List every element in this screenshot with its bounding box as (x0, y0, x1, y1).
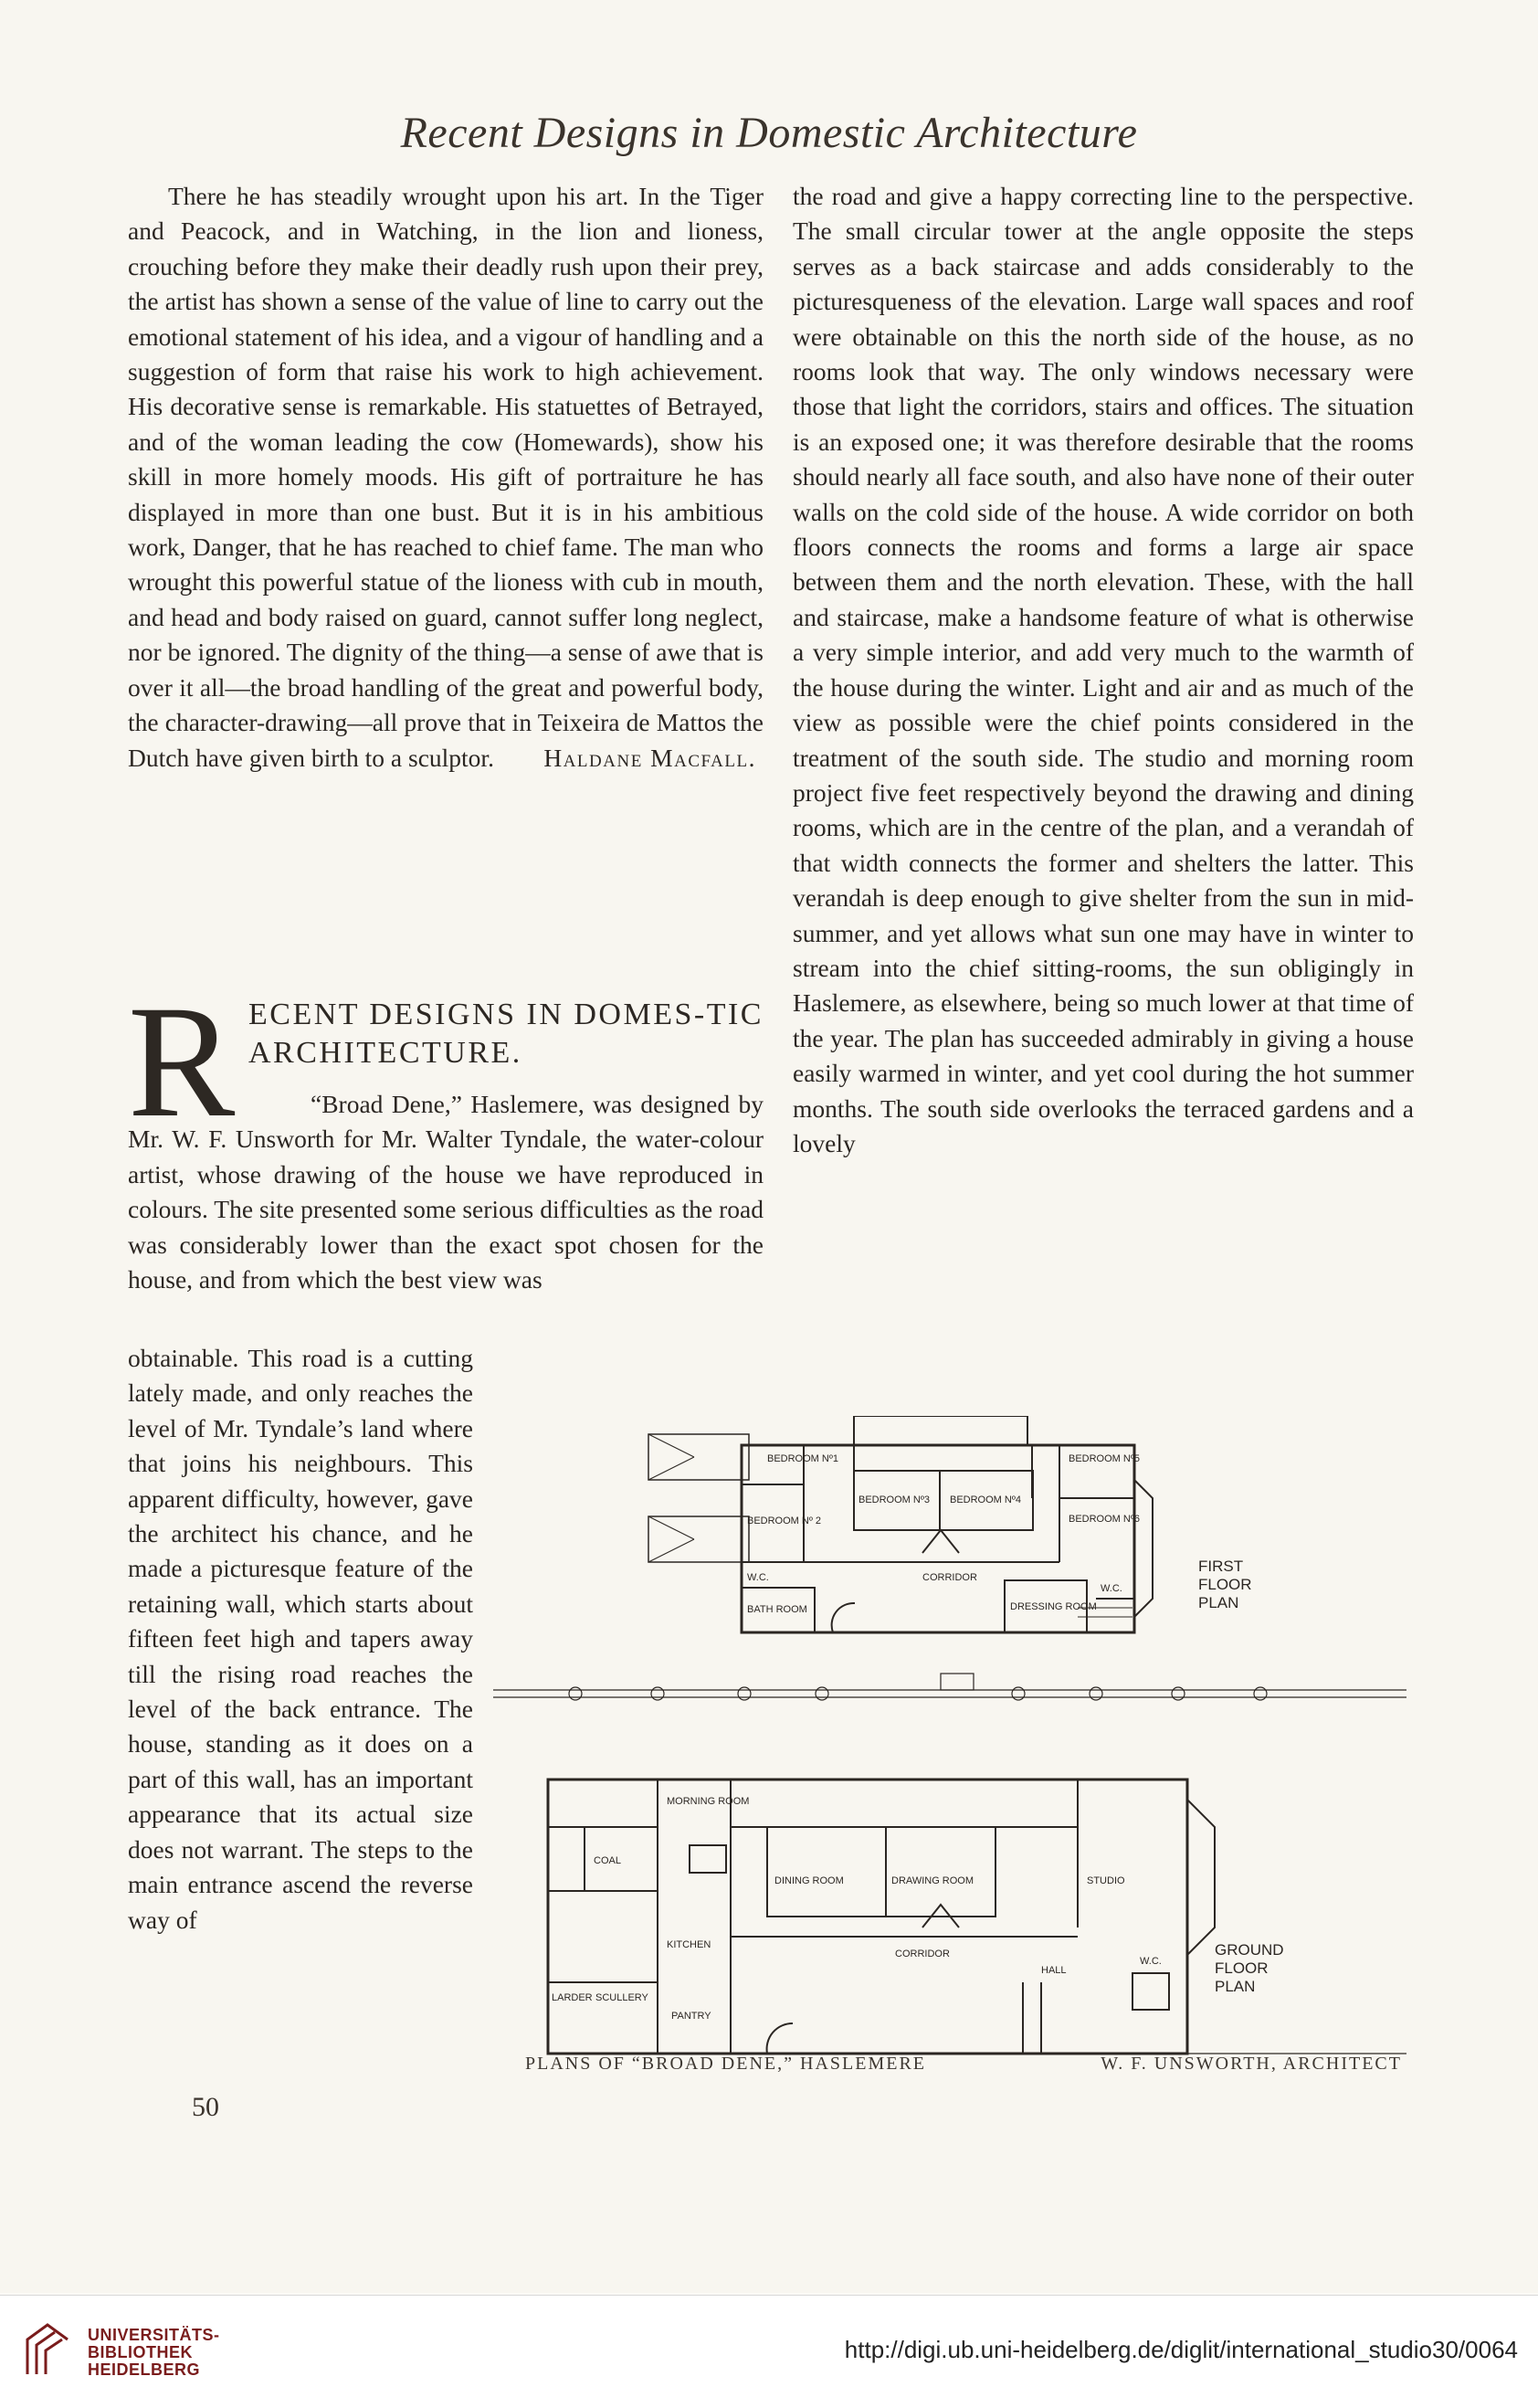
floor-plans (493, 1416, 1406, 2074)
label-studio: STUDIO (1087, 1875, 1125, 1886)
drop-cap: R (128, 973, 236, 1151)
viewer-footer (0, 2295, 1538, 2408)
label-corridor-ground: CORRIDOR (895, 1949, 950, 1959)
label-pantry: PANTRY (671, 2011, 711, 2022)
floor-plans-drawing (493, 1416, 1406, 2074)
plan-caption-title: PLANS OF “BROAD DENE,” HASLEMERE (525, 2054, 926, 2074)
label-hall: HALL (1041, 1965, 1067, 1976)
permalink[interactable]: http://digi.ub.uni-heidelberg.de/diglit/international_studio30/0064 (844, 2336, 1518, 2363)
right-column (793, 179, 1414, 1161)
label-bedroom-3: BEDROOM Nº3 (859, 1494, 930, 1505)
section-body (128, 1087, 764, 1297)
label-dining-room: DINING ROOM (774, 1875, 844, 1886)
label-bedroom-5: BEDROOM Nº5 (1069, 1453, 1140, 1464)
ground-floor-labels (552, 1796, 1162, 2022)
first-floor-label-line-1: FIRST (1198, 1558, 1244, 1575)
label-bath-room: BATH ROOM (747, 1604, 807, 1615)
first-floor-label-line-2: FLOOR (1198, 1576, 1252, 1593)
label-coal: COAL (594, 1855, 621, 1866)
author-signature: Haldane Macfall. (543, 743, 756, 772)
label-dressing-room: DRESSING ROOM (1010, 1601, 1097, 1612)
essay-paragraph: There he has steadily wrought upon his art. In the Tiger and Peacock, and in Watching, in the lion and lioness, crouching before they make their deadly rush upon their prey, the artist has shown a sense of the value of line to carry out the emotional statement of his idea, and a vigour of handling and a suggestion of form that raise his work to high achievement. His decorative sense is remarkable. His statuettes of Betrayed, and of the woman leading the cow (Homewards), show his skill in more homely moods. His gift of portraiture he has displayed in more than one bust. But it is in his ambitious work, Danger, that he has reached to chief fame. The man who wrought this powerful statue of the lioness with cub in mouth, and head and body raised on guard, cannot suffer long neglect, nor be ignored. The dignity of the thing—a sense of awe that is over it all—the broad handling of the great and powerful body, the character-drawing—all prove that in Teixeira de Mattos the Dutch have given birth to a sculptor. (128, 182, 764, 772)
first-floor-plan-label (1198, 1558, 1252, 1611)
label-wc-first-right: W.C. (1101, 1583, 1122, 1594)
label-bedroom-4: BEDROOM Nº4 (950, 1494, 1021, 1505)
ground-floor-plan-label (1215, 1941, 1284, 1995)
label-scullery: SCULLERY (595, 1992, 648, 2003)
library-name-line-2: BIBLIOTHEK (88, 2343, 193, 2361)
plan-caption-architect: W. F. UNSWORTH, ARCHITECT (1101, 2054, 1402, 2074)
running-head: Recent Designs in Domestic Architecture (400, 109, 1138, 157)
left-column (128, 179, 764, 776)
library-name-line-1: UNIVERSITÄTS- (88, 2326, 220, 2344)
narrow-paragraph: obtainable. This road is a cutting lately made, and only reaches the level of Mr. Tyndale’s land where that joins his neighbours. This apparent difficulty, however, gave the architect his chance, and he made a picturesque feature of the retaining wall, which starts about fifteen feet high and tapers away till the rising road reaches the level of the back entrance. The house, standing as it does on a part of this wall, has an important appearance that its actual size does not warrant. The steps to the main entrance ascend the reverse way of (128, 1344, 473, 1934)
label-drawing-room: DRAWING ROOM (891, 1875, 974, 1886)
first-floor-label-line-3: PLAN (1198, 1594, 1239, 1611)
label-bedroom-6: BEDROOM Nº6 (1069, 1514, 1140, 1525)
label-wc-first-left: W.C. (747, 1572, 769, 1583)
terrace-line (493, 1674, 1406, 1697)
garden-planting (569, 1687, 1267, 1700)
right-paragraph: the road and give a happy correcting line to the perspective. The small circular tower at the angle opposite the steps serves as a back staircase and adds considerably to the picturesqueness of the elevation. Large wall spaces and roof were obtainable on this the north side of the house, as no rooms look that way. The only windows necessary were those that light the corridors, stairs and offices. The situation is an exposed one; it was therefore desirable that the rooms should nearly all face south, and also have none of their outer walls on the cold side of the house. A wide corridor on both floors connects the rooms and forms a large air space between them and the north elevation. These, with the hall and staircase, make a handsome feature of what is otherwise a very simple interior, and add very much to the warmth of the house during the winter. Light and air and as much of the view as possible were the chief points considered in the treatment of the south side. The studio and morning room project five feet respectively beyond the drawing and dining rooms, which are in the centre of the plan, and a verandah of that width connects the former and shelters the latter. This verandah is deep enough to give shelter from the sun in mid-summer, and yet allows what sun one may have in winter to stream into the chief sitting-rooms, the sun obligingly in Haslemere, as elsewhere, being so much lower at that time of the year. The plan has succeeded admirably in giving a house easily warmed in winter, and yet cool during the hot summer months. The south side overlooks the terraced gardens and a lovely (793, 182, 1414, 1157)
label-larder: LARDER (552, 1992, 593, 2003)
label-kitchen: KITCHEN (667, 1939, 711, 1950)
label-bedroom-2: BEDROOM Nº 2 (747, 1516, 822, 1526)
label-bedroom-1: BEDROOM Nº1 (767, 1453, 838, 1464)
library-name-line-3: HEIDELBERG (88, 2360, 201, 2379)
ground-floor-label-line-2: FLOOR (1215, 1959, 1269, 1977)
label-morning-room: MORNING ROOM (667, 1796, 750, 1807)
library-name (88, 2327, 220, 2379)
narrow-column (128, 1341, 473, 1938)
section-title: ECENT DESIGNS IN DOMES-TIC ARCHITECTURE. (248, 998, 764, 1070)
library-logo-icon (20, 2319, 75, 2378)
label-corridor-first: CORRIDOR (922, 1572, 977, 1583)
section-paragraph: “Broad Dene,” Haslemere, was designed by Mr. W. F. Unsworth for Mr. Walter Tyndale, the water-colour artist, whose drawing of the house we have reproduced in colours. The site presented some serious difficulties as the road was considerably lower than the exact spot chosen for the house, and from which the best view was (128, 1090, 764, 1294)
page-number: 50 (192, 2092, 219, 2122)
plan-caption (525, 2054, 1402, 2075)
ground-floor-label-line-3: PLAN (1215, 1978, 1256, 1995)
ground-floor-label-line-1: GROUND (1215, 1941, 1284, 1959)
label-wc-ground: W.C. (1140, 1956, 1162, 1967)
